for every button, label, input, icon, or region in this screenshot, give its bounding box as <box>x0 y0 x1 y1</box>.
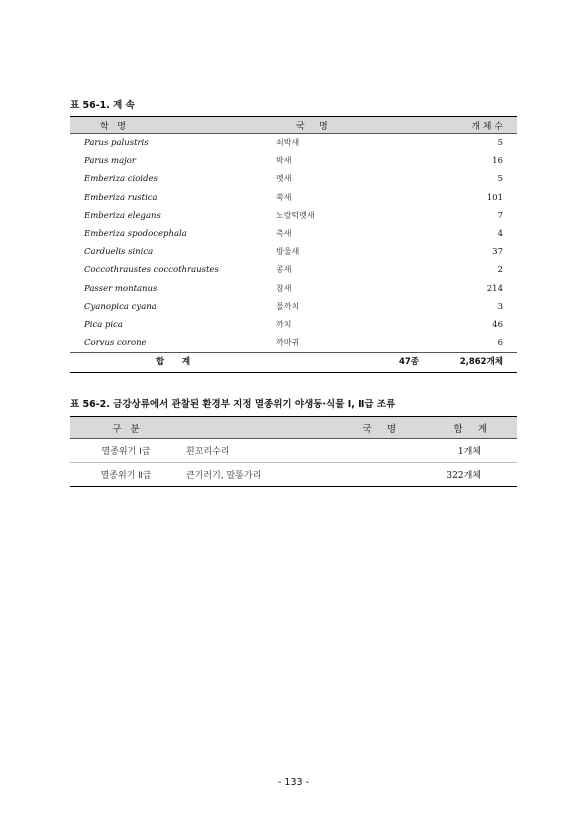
table-row <box>70 189 517 207</box>
individual-count: 5 <box>497 174 503 185</box>
scientific-name: Emberiza spodocephala <box>84 229 187 240</box>
table-row <box>70 225 517 243</box>
total-individuals: 2,862개체 <box>431 353 517 372</box>
scientific-name: Emberiza cioides <box>84 174 158 185</box>
scientific-name: Cyanopica cyana <box>84 301 157 312</box>
header-count: 개 체 수 <box>431 117 517 134</box>
korean-name: 까치 <box>276 320 292 330</box>
header-category: 구 분 <box>70 417 182 439</box>
species-count-table <box>70 116 517 373</box>
table-row <box>70 243 517 261</box>
korean-name: 멧새 <box>276 174 292 184</box>
table-row <box>70 207 517 225</box>
individual-count: 46 <box>492 320 503 331</box>
korean-name: 물까치 <box>276 301 300 311</box>
individual-count: 7 <box>497 210 503 221</box>
scientific-name: Carduelis sinica <box>84 247 154 258</box>
individual-count: 6 <box>431 334 517 353</box>
scientific-name: Emberiza rustica <box>84 192 158 203</box>
korean-name: 쇠박새 <box>276 138 300 147</box>
korean-name: 박새 <box>276 156 292 166</box>
header-total: 합 계 <box>416 417 517 439</box>
scientific-name: Corvus corone <box>70 334 276 353</box>
individual-count: 5 <box>497 138 503 148</box>
total-species: 47종 <box>276 353 431 372</box>
table-row <box>70 298 517 316</box>
table-row <box>70 134 517 153</box>
individual-count: 37 <box>492 247 503 258</box>
endangered-category: 멸종위기 Ⅱ급 <box>70 463 182 487</box>
header-korean-names: 국 명 <box>182 417 416 439</box>
table1-total-row <box>70 353 517 372</box>
scientific-name: Pica pica <box>84 320 123 331</box>
korean-name: 방울새 <box>276 247 300 257</box>
korean-name: 노랑턱멧새 <box>276 210 315 220</box>
table2-header-row <box>70 417 517 439</box>
species-names: 흰꼬리수리 <box>186 447 230 457</box>
korean-name: 촉새 <box>276 229 292 239</box>
header-korean-name: 국 명 <box>276 117 431 134</box>
scientific-name: Emberiza elegans <box>84 210 161 221</box>
table-row <box>70 170 517 188</box>
individual-count: 4 <box>497 229 503 240</box>
individual-total: 1개체 <box>457 447 481 457</box>
korean-name: 까마귀 <box>276 334 431 353</box>
table2-caption: 표 56-2. 금강상류에서 관찰된 환경부 지정 멸종위기 야생동·식물 Ⅰ, Ⅱ급 조류 <box>70 399 396 410</box>
individual-total: 322개체 <box>416 463 517 487</box>
table1-caption: 표 56-1. 계 속 <box>70 100 135 111</box>
individual-count: 16 <box>492 156 503 167</box>
korean-name: 콩새 <box>276 265 292 275</box>
table-row <box>70 334 517 353</box>
korean-name: 참새 <box>276 283 292 293</box>
table-row <box>70 463 517 487</box>
species-names: 큰기러기, 말똥가리 <box>182 463 416 487</box>
individual-count: 3 <box>497 301 503 312</box>
table-row <box>70 261 517 279</box>
endangered-category: 멸종위기 Ⅰ급 <box>101 447 151 457</box>
korean-name: 쑥새 <box>276 192 292 202</box>
scientific-name: Parus major <box>84 156 136 167</box>
scientific-name: Passer montanus <box>84 283 158 294</box>
total-label: 합 계 <box>70 353 276 372</box>
individual-count: 214 <box>486 283 503 294</box>
scientific-name: Parus palustris <box>84 138 149 148</box>
individual-count: 2 <box>497 265 503 276</box>
endangered-species-table <box>70 416 517 487</box>
header-scientific-name: 학 명 <box>70 117 276 134</box>
table-row <box>70 316 517 334</box>
scientific-name: Coccothraustes coccothraustes <box>84 265 219 276</box>
table-row <box>70 280 517 298</box>
table-row <box>70 152 517 170</box>
individual-count: 101 <box>486 192 503 203</box>
page-number: - 133 - <box>277 777 310 788</box>
table-row <box>70 439 517 463</box>
table1-header-row <box>70 117 517 134</box>
